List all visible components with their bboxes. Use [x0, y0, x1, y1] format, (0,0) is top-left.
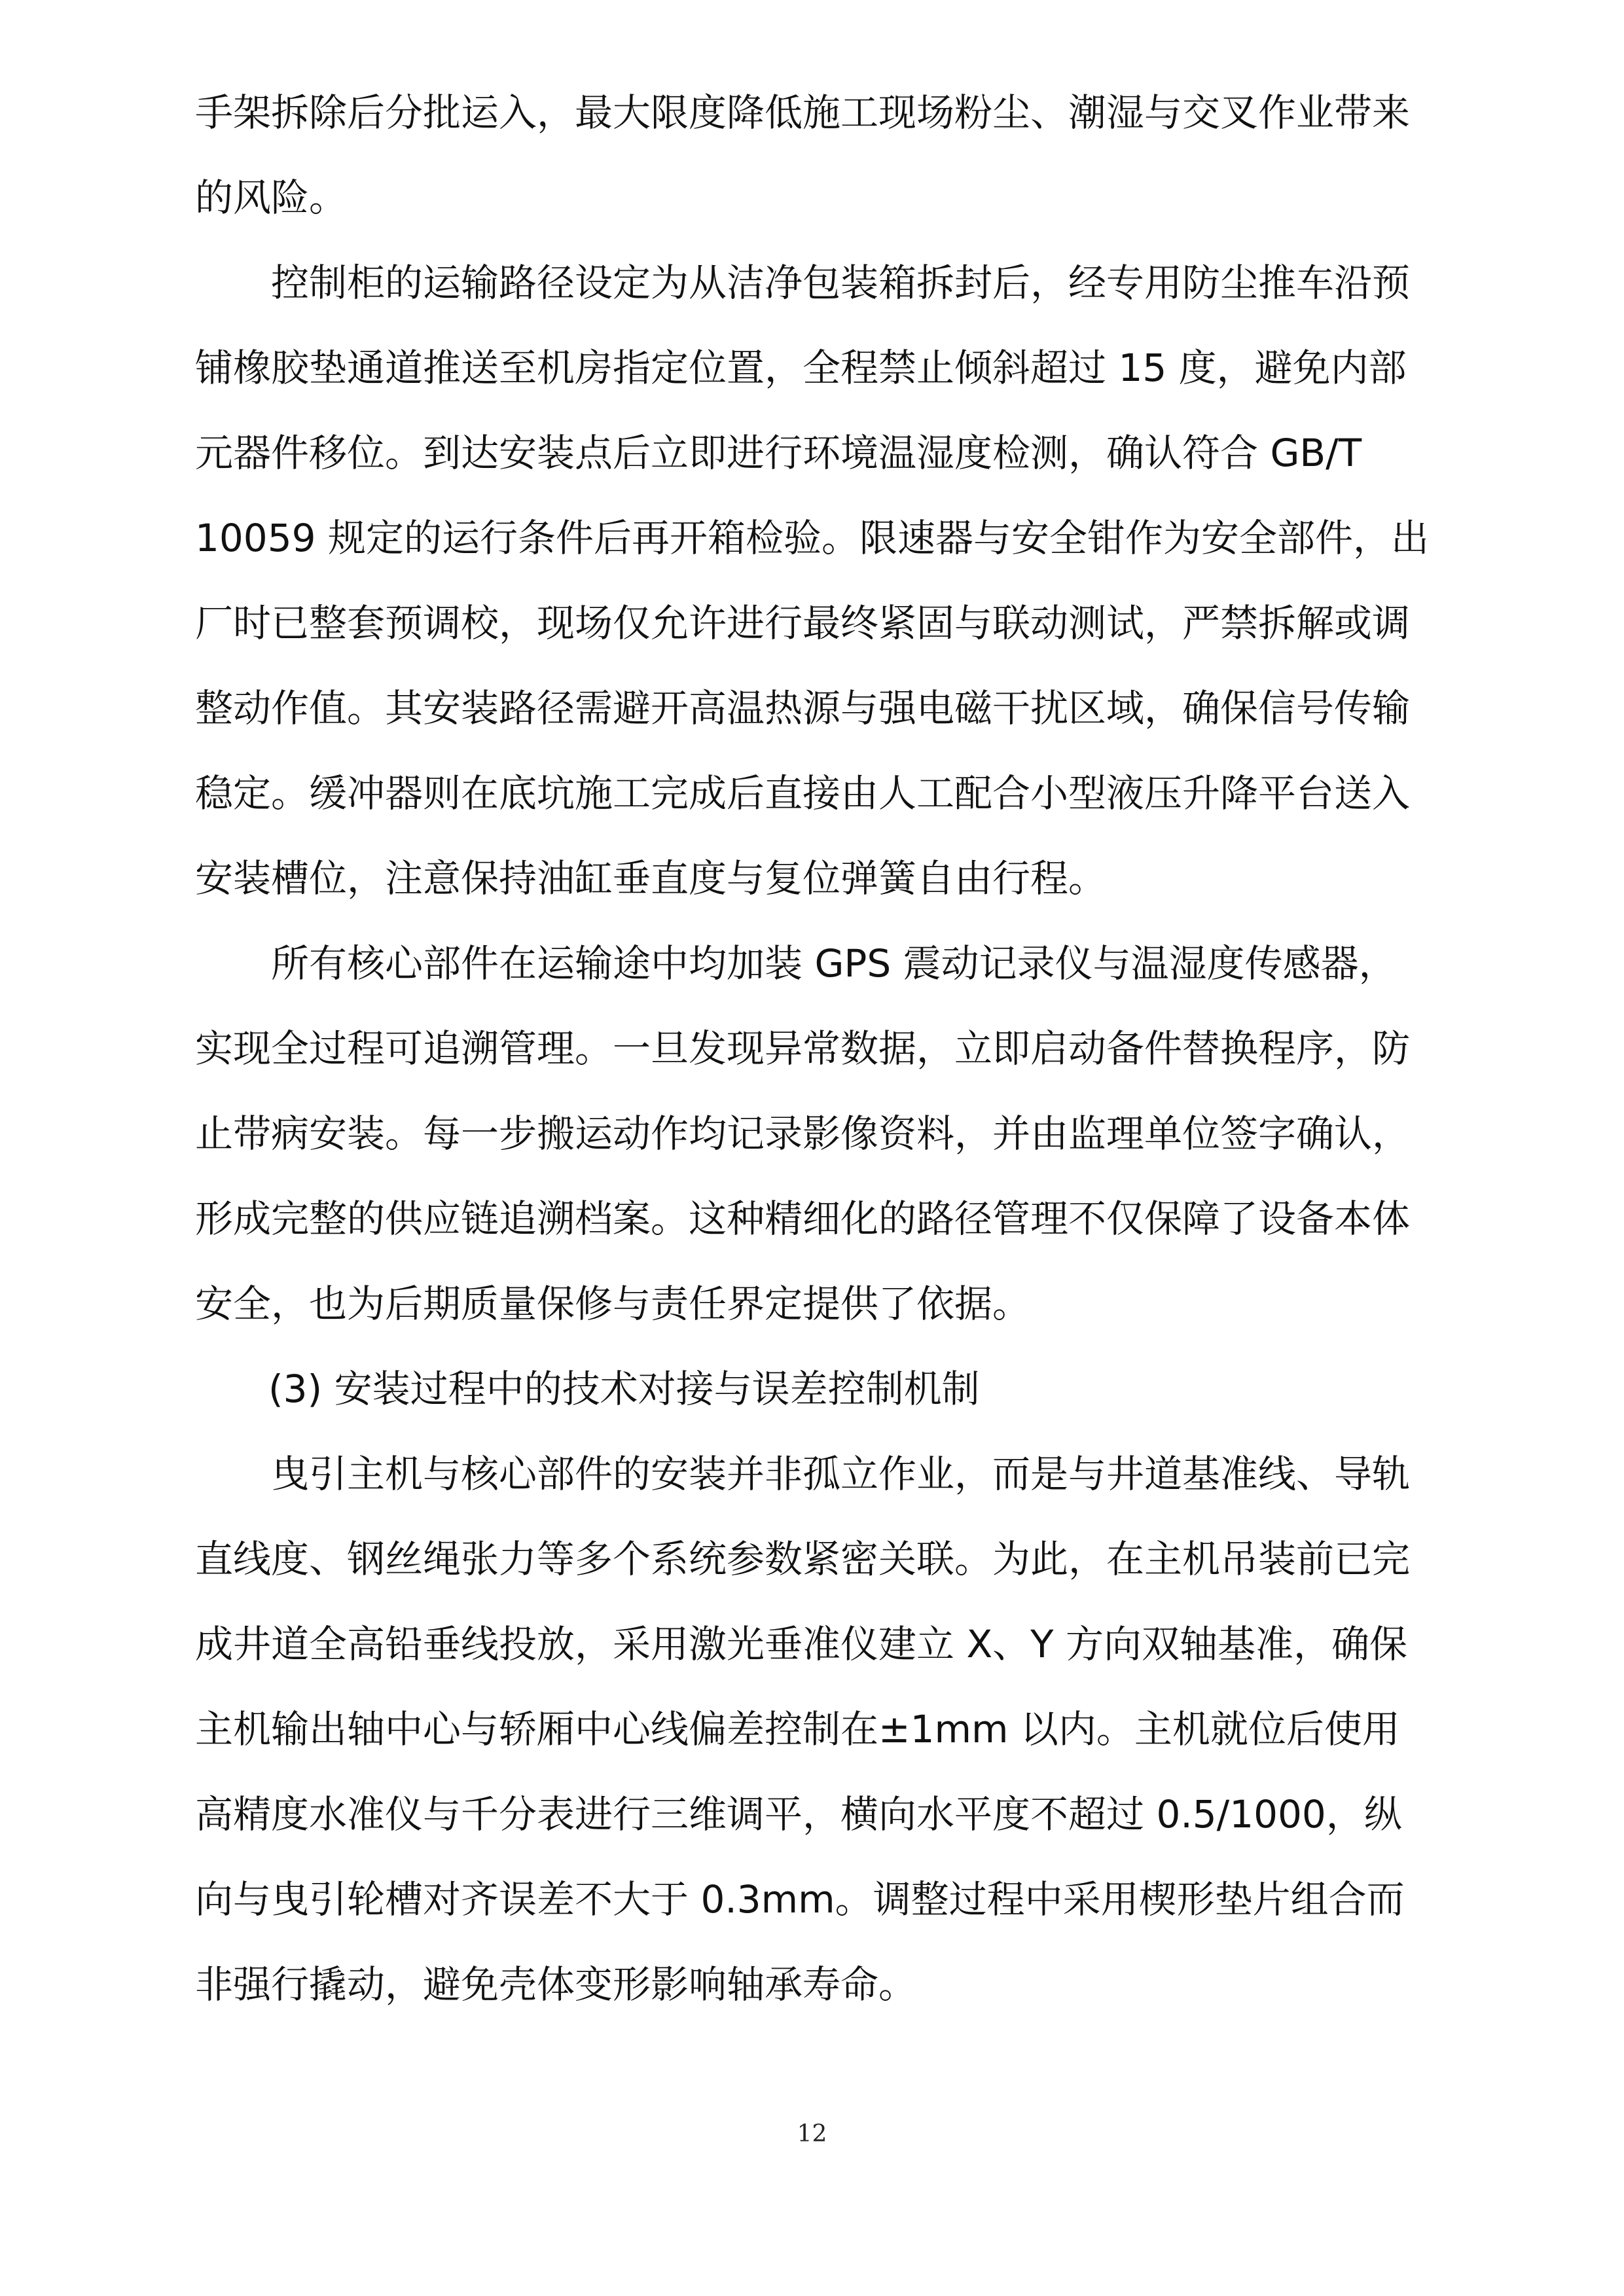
body-text-line: 高精度水准仪与千分表进行三维调平，横向水平度不超过 0.5/1000，纵: [195, 1792, 1402, 1837]
body-text-line: 所有核心部件在运输途中均加装 GPS 震动记录仪与温湿度传感器，: [271, 941, 1397, 986]
body-text-line: 整动作值。其安装路径需避开高温热源与强电磁干扰区域，确保信号传输: [195, 686, 1411, 730]
body-text-line: 的风险。: [195, 175, 348, 220]
body-text-line: 止带病安装。每一步搬运动作均记录影像资料，并由监理单位签字确认，: [195, 1111, 1411, 1156]
body-text-line: 铺橡胶垫通道推送至机房指定位置，全程禁止倾斜超过 15 度，避免内部: [195, 346, 1407, 390]
body-text-line: 曳引主机与核心部件的安装并非孤立作业，而是与井道基准线、导轨: [271, 1452, 1411, 1496]
body-text-line: 控制柜的运输路径设定为从洁净包装箱拆封后，经专用防尘推车沿预: [271, 260, 1411, 305]
body-text-line: 形成完整的供应链追溯档案。这种精细化的路径管理不仅保障了设备本体: [195, 1196, 1411, 1241]
section-heading: (3) 安装过程中的技术对接与误差控制机制: [268, 1367, 980, 1411]
body-text-line: 主机输出轴中心与轿厢中心线偏差控制在±1mm 以内。主机就位后使用: [195, 1707, 1400, 1751]
body-text-line: 非强行撬动，避免壳体变形影响轴承寿命。: [195, 1962, 917, 2007]
body-text-line: 实现全过程可追溯管理。一旦发现异常数据，立即启动备件替换程序，防: [195, 1026, 1411, 1071]
body-text-line: 厂时已整套预调校，现场仅允许进行最终紧固与联动测试，严禁拆解或调: [195, 601, 1411, 645]
body-text-line: 10059 规定的运行条件后再开箱检验。限速器与安全钳作为安全部件，出: [195, 516, 1429, 560]
body-text-line: 向与曳引轮槽对齐误差不大于 0.3mm。调整过程中采用楔形垫片组合而: [195, 1877, 1405, 1922]
body-text-line: 手架拆除后分批运入，最大限度降低施工现场粉尘、潮湿与交叉作业带来: [195, 90, 1411, 135]
body-text-line: 成井道全高铅垂线投放，采用激光垂准仪建立 X、Y 方向双轴基准，确保: [195, 1622, 1408, 1666]
body-text-line: 直线度、钢丝绳张力等多个系统参数紧密关联。为此，在主机吊装前已完: [195, 1537, 1411, 1581]
body-text-line: 稳定。缓冲器则在底坑施工完成后直接由人工配合小型液压升降平台送入: [195, 771, 1411, 816]
body-text-line: 元器件移位。到达安装点后立即进行环境温湿度检测，确认符合 GB/T: [195, 431, 1362, 475]
body-text-line: 安全，也为后期质量保修与责任界定提供了依据。: [195, 1282, 1031, 1326]
body-text-line: 安装槽位，注意保持油缸垂直度与复位弹簧自由行程。: [195, 856, 1107, 901]
page-number: 12: [797, 2121, 827, 2147]
